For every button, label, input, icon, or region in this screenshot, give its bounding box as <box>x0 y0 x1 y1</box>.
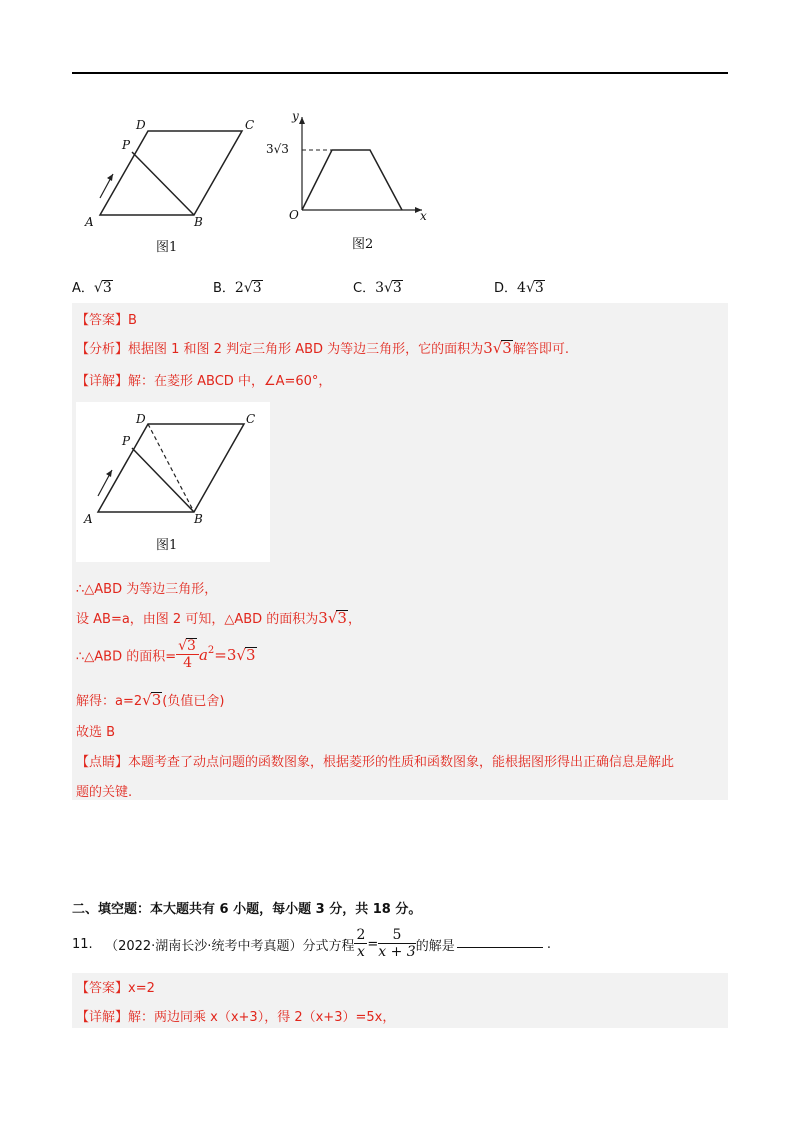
detail-line: 【详解】解：在菱形 ABCD 中，∠A=60°， <box>76 374 332 389</box>
origin-label: O <box>289 208 299 222</box>
figure-2-caption: 图2 <box>352 237 374 252</box>
point-A-label-copy: A <box>84 512 93 526</box>
point-P-label-copy: P <box>122 434 131 448</box>
comment-line-2: 题的关键. <box>76 785 133 800</box>
answer-blank[interactable] <box>457 935 543 948</box>
point-C-label-copy: C <box>246 412 256 426</box>
y-axis-label: y <box>292 109 299 123</box>
figure-1-caption: 图1 <box>156 240 178 255</box>
option-d: D．4√3 <box>494 280 544 296</box>
figure-1-copy-caption: 图1 <box>156 538 178 553</box>
option-c: C．3√3 <box>353 280 402 296</box>
figure-1-copy <box>76 402 270 562</box>
step-3: ∴△ABD 的面积= $\frac{√3}{4}$ $a^2=3√3$ <box>76 638 256 672</box>
comment-line-1: 【点睛】本题考查了动点问题的函数图象，根据菱形的性质和函数图象，能根据图形得出正确信息是解此 <box>76 755 675 770</box>
header-rule <box>72 72 728 74</box>
point-A-label: A <box>85 215 94 229</box>
figure-1 <box>80 110 270 260</box>
step-4: 解得：a=2√3(负值已舍) <box>76 691 225 709</box>
point-B-label-copy: B <box>194 512 203 526</box>
point-B-label: B <box>194 215 203 229</box>
step-5: 故选 B <box>76 725 116 740</box>
option-b: B．2√3 <box>213 280 262 296</box>
option-a: A．√3 <box>72 280 112 296</box>
point-D-label: D <box>136 118 146 132</box>
x-axis-label: x <box>420 209 427 223</box>
analysis-line: 【分析】根据图 1 和图 2 判定三角形 ABD 为等边三角形，它的面积为3√3解答即可. <box>76 339 569 357</box>
figure-2 <box>262 105 442 255</box>
point-D-label-copy: D <box>136 412 146 426</box>
section-title: 二、填空题：本大题共有 6 小题，每小题 3 分，共 18 分。 <box>72 902 422 917</box>
step-1: ∴△ABD 为等边三角形， <box>76 582 218 597</box>
step-2: 设 AB=a，由图 2 可知，△ABD 的面积为3√3， <box>76 609 361 627</box>
point-C-label: C <box>245 118 255 132</box>
y-tick-label: 3√3 <box>266 142 289 156</box>
question-11: 11. （2022·湖南长沙·统考中考真题）分式方程 $\frac{2}{x}$ = $\frac{5}{x + 3}$ 的解是 . <box>72 927 552 961</box>
detail-line-2: 【详解】解：两边同乘 x（x+3），得 2（x+3）=5x， <box>76 1010 396 1025</box>
point-P-label: P <box>122 138 131 152</box>
answer-line-2: 【答案】x=2 <box>76 981 155 996</box>
answer-line: 【答案】B <box>76 313 137 328</box>
